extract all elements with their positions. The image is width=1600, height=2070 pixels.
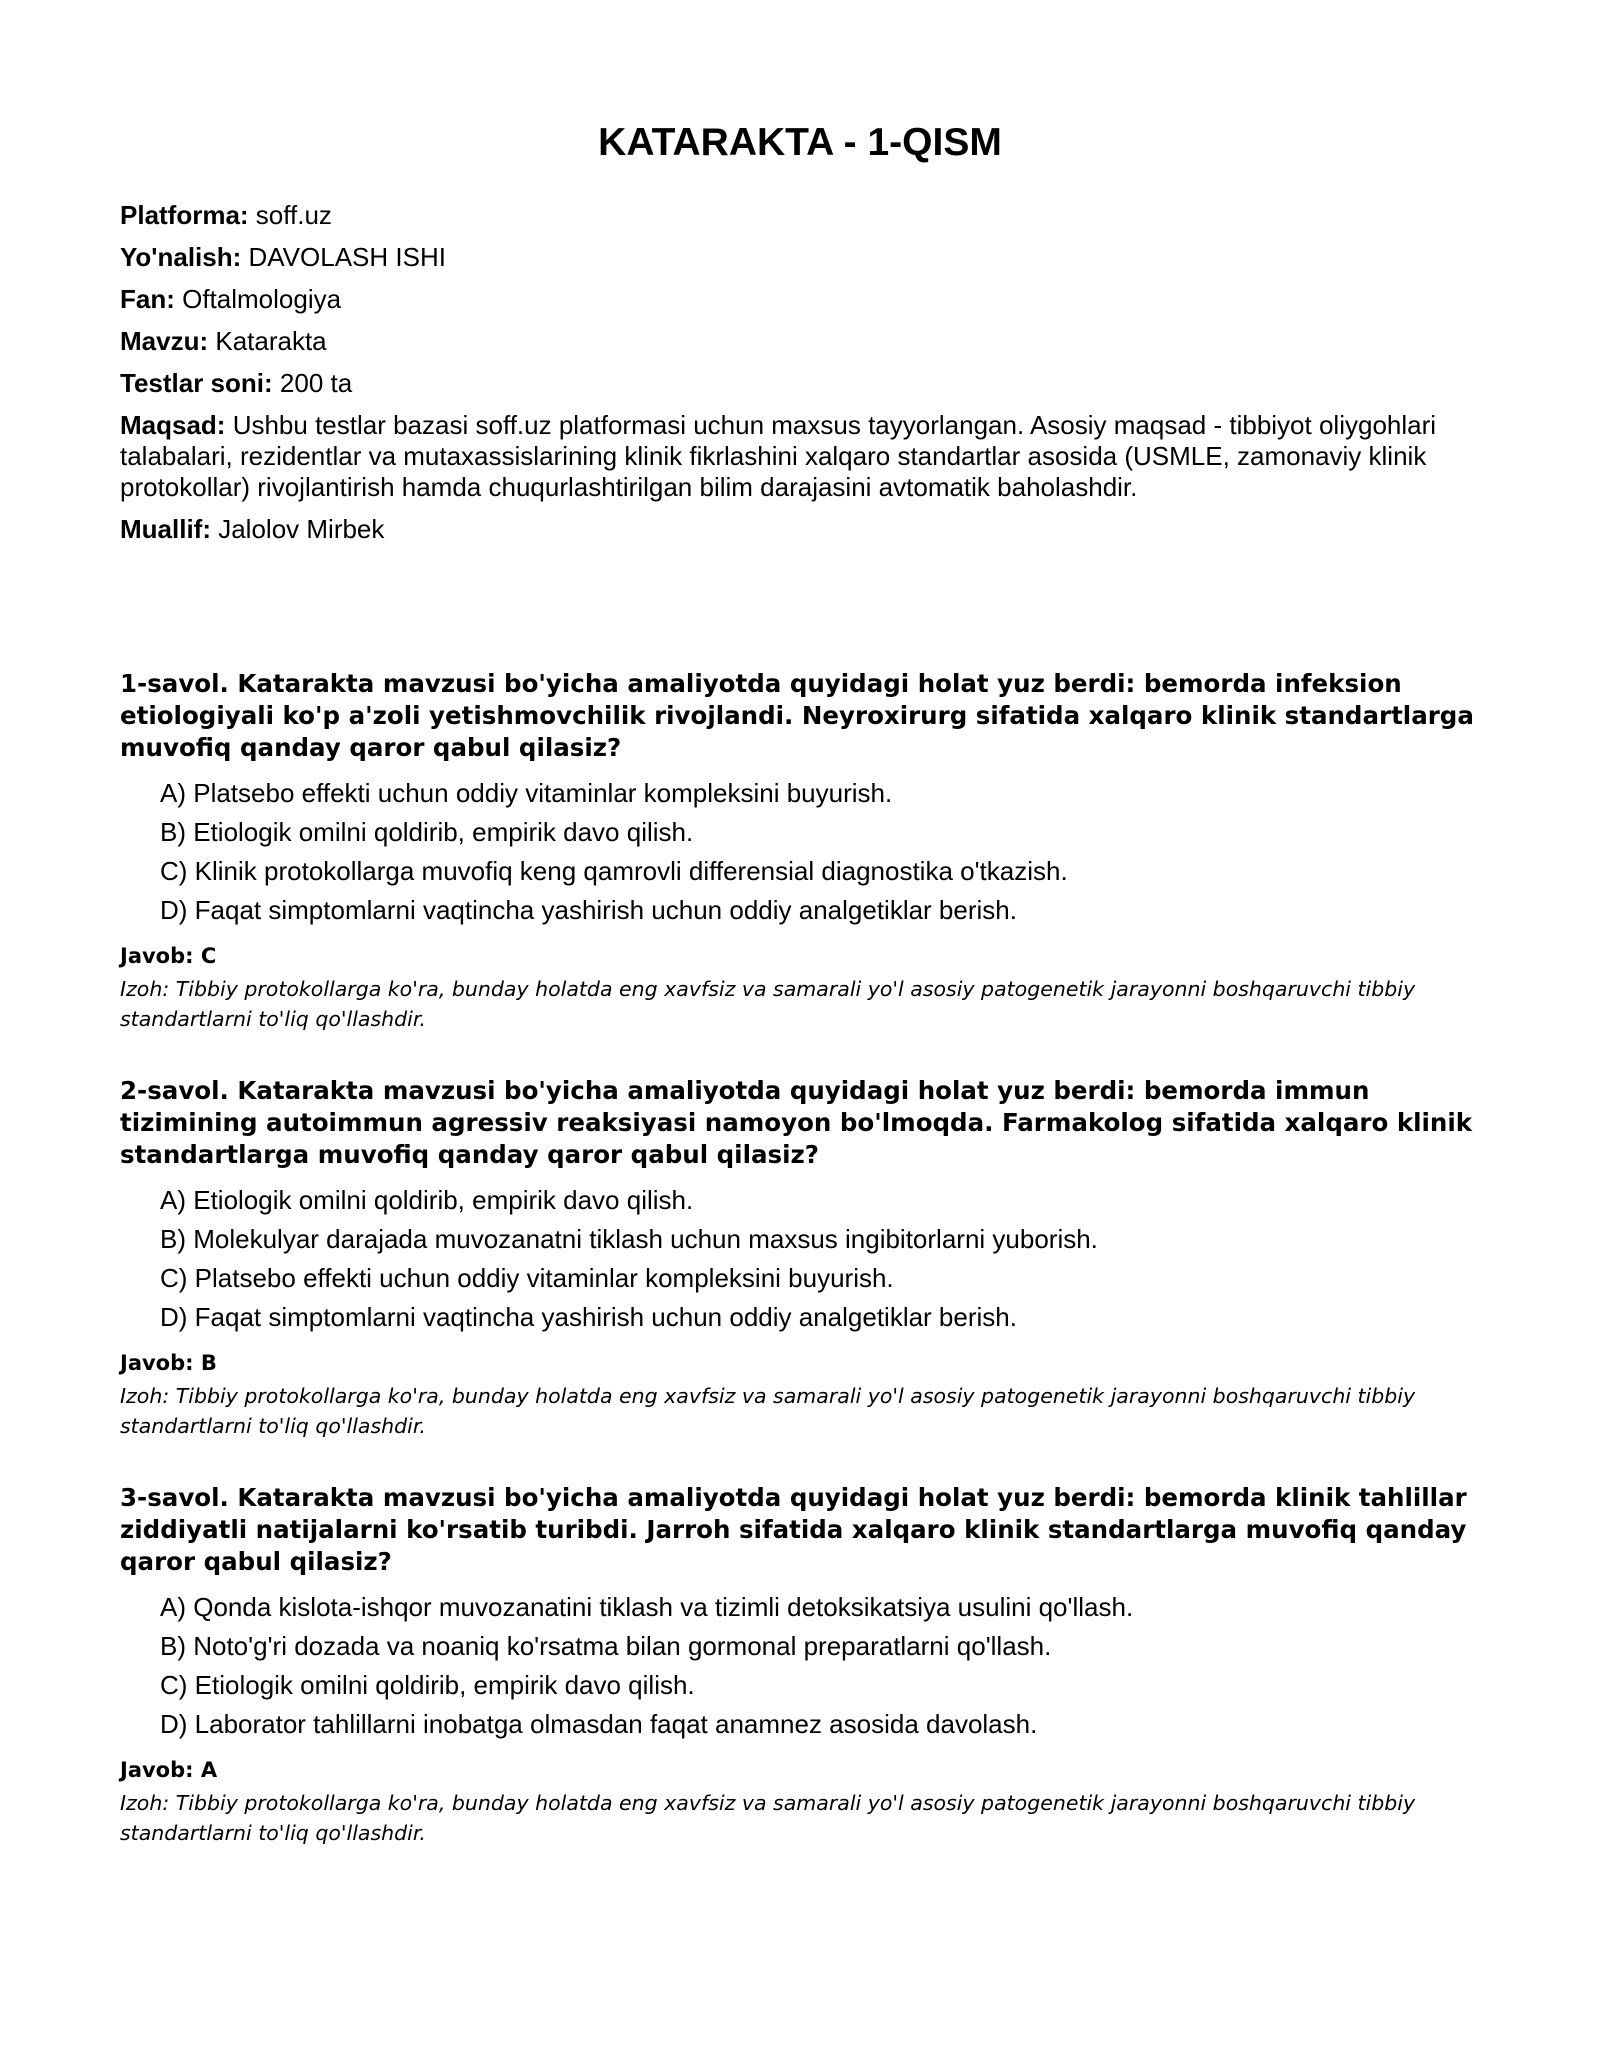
meta-value: 200 ta bbox=[272, 368, 353, 398]
meta-key: Fan: bbox=[120, 284, 175, 314]
correct-answer: Javob: A bbox=[120, 1758, 218, 1782]
explanation: Izoh: Tibbiy protokollarga ko'ra, bunday holatda eng xavfsiz va samarali yo'l asosiy patogenetik jarayonni boshqaruvchi tibbiy standartlarni to'liq qo'llashdir. bbox=[120, 1791, 1416, 1845]
explanation: Izoh: Tibbiy protokollarga ko'ra, bunday holatda eng xavfsiz va samarali yo'l asosiy patogenetik jarayonni boshqaruvchi tibbiy standartlarni to'liq qo'llashdir. bbox=[120, 977, 1416, 1031]
meta-testlar-soni bbox=[120, 368, 1480, 399]
question-1 bbox=[120, 668, 1480, 1034]
option-b: B) Etiologik omilni qoldirib, empirik davo qilish. bbox=[160, 817, 694, 847]
meta-key: Testlar soni: bbox=[120, 368, 273, 398]
correct-answer: Javob: B bbox=[120, 1351, 217, 1375]
option-a: A) Qonda kislota-ishqor muvozanatini tiklash va tizimli detoksikatsiya usulini qo'llash. bbox=[160, 1592, 1134, 1622]
question-text: 2-savol. Katarakta mavzusi bo'yicha amaliyotda quyidagi holat yuz berdi: bemorda immun tizimining autoimmun agressiv reaksiyasi namoyon bo'lmoqda. Farmakolog sifatida xalqaro klinik standartlarga muvofiq qanday qaror qabul qilasiz? bbox=[120, 1076, 1473, 1169]
explanation: Izoh: Tibbiy protokollarga ko'ra, bunday holatda eng xavfsiz va samarali yo'l asosiy patogenetik jarayonni boshqaruvchi tibbiy standartlarni to'liq qo'llashdir. bbox=[120, 1384, 1416, 1438]
meta-value: Katarakta bbox=[208, 326, 327, 356]
option-a: A) Etiologik omilni qoldirib, empirik davo qilish. bbox=[160, 1185, 694, 1215]
meta-value: Oftalmologiya bbox=[174, 284, 342, 314]
option-d: D) Faqat simptomlarni vaqtincha yashirish uchun oddiy analgetiklar berish. bbox=[160, 1302, 1017, 1332]
meta-value: Jalolov Mirbek bbox=[211, 514, 385, 544]
answer-options bbox=[120, 1181, 1480, 1337]
meta-value: Ushbu testlar bazasi soff.uz platformasi uchun maxsus tayyorlangan. Asosiy maqsad - tibbiyot oliygohlari talabalari, rezidentlar va mutaxassislarining klinik fikrlashini xalqaro standartlar asosida (USMLE, zamonaviy klinik protokollar) rivojlantirish hamda chuqurlashtirilgan bilim darajasini avtomatik baholashdir. bbox=[120, 410, 1437, 502]
meta-key: Muallif: bbox=[120, 514, 211, 544]
option-b: B) Noto'g'ri dozada va noaniq ko'rsatma bilan gormonal preparatlarni qo'llash. bbox=[160, 1631, 1052, 1661]
option-c: C) Etiologik omilni qoldirib, empirik davo qilish. bbox=[160, 1670, 695, 1700]
meta-value: soff.uz bbox=[248, 200, 332, 230]
meta-yonalish bbox=[120, 242, 1480, 273]
question-3 bbox=[120, 1482, 1480, 1848]
option-c: C) Platsebo effekti uchun oddiy vitaminlar kompleksini buyurish. bbox=[160, 1263, 894, 1293]
meta-key: Maqsad: bbox=[120, 410, 226, 440]
option-a: A) Platsebo effekti uchun oddiy vitaminlar kompleksini buyurish. bbox=[160, 778, 893, 808]
meta-muallif bbox=[120, 514, 1480, 545]
correct-answer: Javob: C bbox=[120, 944, 217, 968]
option-c: C) Klinik protokollarga muvofiq keng qamrovli differensial diagnostika o'tkazish. bbox=[160, 856, 1068, 886]
document-title: KATARAKTA - 1-QISM bbox=[598, 121, 1002, 164]
option-b: B) Molekulyar darajada muvozanatni tiklash uchun maxsus ingibitorlarni yuborish. bbox=[160, 1224, 1098, 1254]
meta-maqsad bbox=[120, 410, 1480, 503]
question-text: 3-savol. Katarakta mavzusi bo'yicha amaliyotda quyidagi holat yuz berdi: bemorda klinik tahlillar ziddiyatli natijalarni ko'rsatib turibdi. Jarroh sifatida xalqaro klinik standartlarga muvofiq qanday qaror qabul qilasiz? bbox=[120, 1483, 1467, 1576]
meta-key: Mavzu: bbox=[120, 326, 209, 356]
meta-key: Platforma: bbox=[120, 200, 249, 230]
meta-fan bbox=[120, 284, 1480, 315]
answer-options bbox=[120, 774, 1480, 930]
answer-options bbox=[120, 1588, 1480, 1744]
option-d: D) Faqat simptomlarni vaqtincha yashirish uchun oddiy analgetiklar berish. bbox=[160, 895, 1017, 925]
question-text: 1-savol. Katarakta mavzusi bo'yicha amaliyotda quyidagi holat yuz berdi: bemorda infeksion etiologiyali ko'p a'zoli yetishmovchilik rivojlandi. Neyroxirurg sifatida xalqaro klinik standartlarga muvofiq qanday qaror qabul qilasiz? bbox=[120, 669, 1474, 762]
option-d: D) Laborator tahlillarni inobatga olmasdan faqat anamnez asosida davolash. bbox=[160, 1709, 1038, 1739]
document-meta bbox=[120, 200, 1480, 556]
meta-key: Yo'nalish: bbox=[120, 242, 242, 272]
question-2 bbox=[120, 1075, 1480, 1441]
meta-platforma bbox=[120, 200, 1480, 231]
meta-mavzu bbox=[120, 326, 1480, 357]
meta-value: DAVOLASH ISHI bbox=[241, 242, 446, 272]
